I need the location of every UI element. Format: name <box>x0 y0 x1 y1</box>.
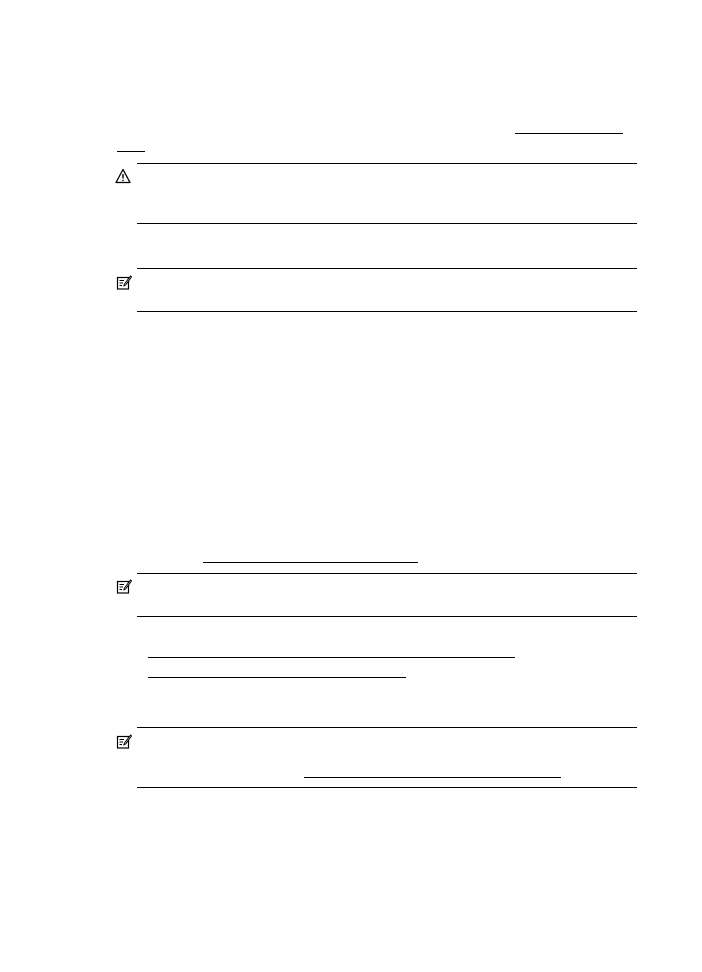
note-2-bottom-rule <box>137 616 637 617</box>
link-underline-note-3[interactable] <box>304 777 561 778</box>
warning-bottom-rule <box>137 223 637 224</box>
note-pencil-icon <box>116 734 132 750</box>
note-3-bottom-rule <box>137 787 637 788</box>
link-underline-bullet-2[interactable] <box>148 677 406 678</box>
note-2-top-rule <box>137 573 637 574</box>
link-underline-top-continued[interactable] <box>117 151 145 152</box>
note-1-top-rule <box>137 268 637 269</box>
warning-triangle-icon <box>115 168 131 184</box>
note-3-top-rule <box>137 727 637 728</box>
note-pencil-icon <box>116 579 132 595</box>
link-underline-middle[interactable] <box>203 562 418 563</box>
link-underline-top[interactable] <box>515 133 623 134</box>
warning-top-rule <box>137 163 637 164</box>
note-pencil-icon <box>116 275 132 291</box>
link-underline-bullet-1[interactable] <box>148 657 515 658</box>
note-1-bottom-rule <box>137 311 637 312</box>
